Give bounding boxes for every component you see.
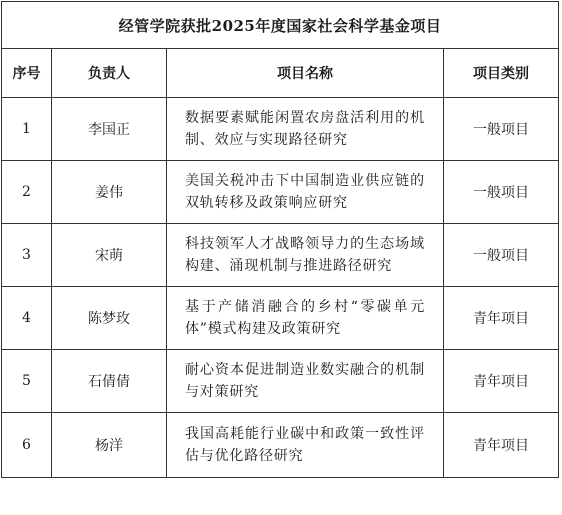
table-row bbox=[2, 161, 559, 224]
row-leader: 姜伟 bbox=[52, 161, 167, 224]
table-row bbox=[2, 287, 559, 350]
row-project-name: 基于产储消融合的乡村“零碳单元体”模式构建及政策研究 bbox=[167, 287, 444, 350]
row-index: 5 bbox=[2, 350, 52, 413]
row-leader: 宋萌 bbox=[52, 224, 167, 287]
header-index: 序号 bbox=[2, 49, 52, 98]
header-category: 项目类别 bbox=[444, 49, 559, 98]
row-category: 一般项目 bbox=[444, 224, 559, 287]
row-project-name: 耐心资本促进制造业数实融合的机制与对策研究 bbox=[167, 350, 444, 413]
row-category: 一般项目 bbox=[444, 98, 559, 161]
table-row bbox=[2, 98, 559, 161]
row-category: 青年项目 bbox=[444, 350, 559, 413]
row-index: 2 bbox=[2, 161, 52, 224]
row-leader: 陈梦玫 bbox=[52, 287, 167, 350]
row-index: 6 bbox=[2, 413, 52, 478]
project-table bbox=[1, 1, 559, 478]
row-leader: 石倩倩 bbox=[52, 350, 167, 413]
row-category: 一般项目 bbox=[444, 161, 559, 224]
row-index: 3 bbox=[2, 224, 52, 287]
row-project-name: 科技领军人才战略领导力的生态场域构建、涌现机制与推进路径研究 bbox=[167, 224, 444, 287]
row-project-name: 我国高耗能行业碳中和政策一致性评估与优化路径研究 bbox=[167, 413, 444, 478]
row-category: 青年项目 bbox=[444, 287, 559, 350]
row-index: 1 bbox=[2, 98, 52, 161]
row-project-name: 数据要素赋能闲置农房盘活利用的机制、效应与实现路径研究 bbox=[167, 98, 444, 161]
table-row bbox=[2, 224, 559, 287]
table-title: 经管学院获批2025年度国家社会科学基金项目 bbox=[2, 2, 559, 49]
row-project-name: 美国关税冲击下中国制造业供应链的双轨转移及政策响应研究 bbox=[167, 161, 444, 224]
row-index: 4 bbox=[2, 287, 52, 350]
row-category: 青年项目 bbox=[444, 413, 559, 478]
header-leader: 负责人 bbox=[52, 49, 167, 98]
table-row bbox=[2, 350, 559, 413]
row-leader: 杨洋 bbox=[52, 413, 167, 478]
table-row bbox=[2, 413, 559, 478]
header-project-name: 项目名称 bbox=[167, 49, 444, 98]
row-leader: 李国正 bbox=[52, 98, 167, 161]
